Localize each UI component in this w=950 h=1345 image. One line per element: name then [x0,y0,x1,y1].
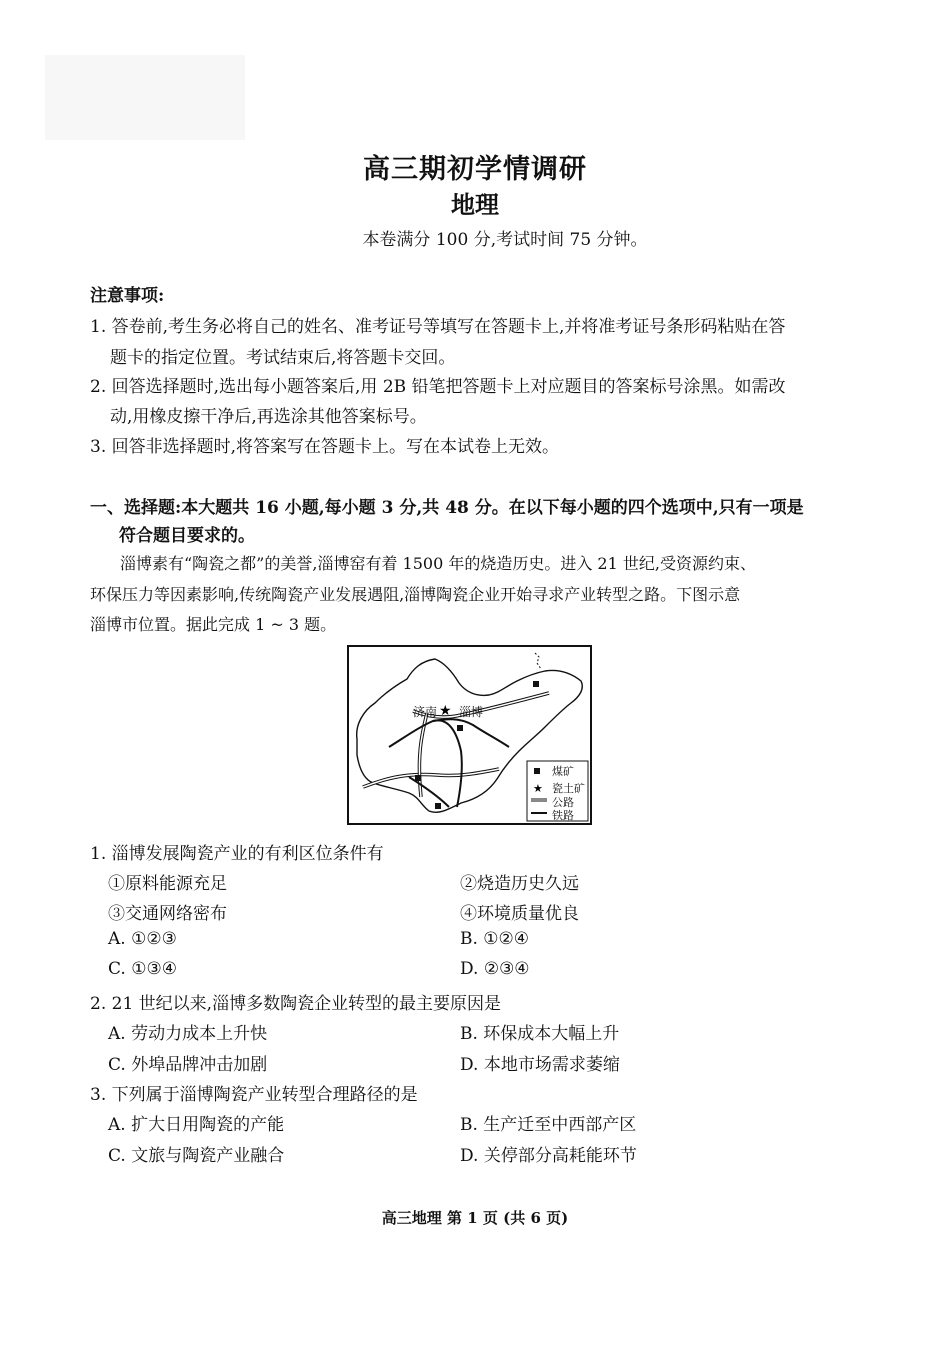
answer-option: D. 关停部分高耗能环节 [460,1146,637,1166]
coal-mine-marker [435,803,441,809]
clay-mine-marker: ★ [439,703,452,719]
exam-title: 高三期初学情调研 [363,154,587,185]
jinan-label: 济南 [413,705,438,719]
svg-text:★: ★ [533,782,543,795]
statement: ②烧造历史久远 [460,874,579,894]
zibo-label: 淄博 [459,705,484,719]
notice-item: 1. 答卷前,考生务必将自己的姓名、准考证号等填写在答题卡上,并将准考证号条形码粘贴在答 [90,317,786,337]
answer-option: C. 外埠品牌冲击加剧 [108,1055,268,1075]
notice-heading: 注意事项: [90,286,165,306]
notice-item: 3. 回答非选择题时,将答案写在答题卡上。写在本试卷上无效。 [90,437,560,457]
passage-line: 环保压力等因素影响,传统陶瓷产业发展遇阻,淄博陶瓷企业开始寻求产业转型之路。下图示意 [90,585,741,604]
notice-item: 2. 回答选择题时,选出每小题答案后,用 2B 铅笔把答题卡上对应题目的答案标号涂黑。如需改 [90,377,786,397]
question-stem: 3. 下列属于淄博陶瓷产业转型合理路径的是 [90,1085,418,1105]
question-stem: 2. 21 世纪以来,淄博多数陶瓷企业转型的最主要原因是 [90,994,502,1014]
answer-option: C. ①③④ [108,959,177,979]
zibo-location-map [347,645,592,825]
question-stem: 1. 淄博发展陶瓷产业的有利区位条件有 [90,844,384,864]
answer-option: D. 本地市场需求萎缩 [460,1055,620,1075]
answer-option: A. 扩大日用陶瓷的产能 [108,1115,285,1135]
exam-info: 本卷满分 100 分,考试时间 75 分钟。 [362,230,648,250]
answer-option: D. ②③④ [460,959,530,979]
answer-option: B. ①②④ [460,929,530,949]
notice-item: 动,用橡皮擦干净后,再选涂其他答案标号。 [110,407,427,427]
page-footer: 高三地理 第 1 页 (共 6 页) [381,1209,569,1227]
section-heading: 一、选择题:本大题共 16 小题,每小题 3 分,共 48 分。在以下每小题的四个选项中,只有一项是 [90,498,804,518]
statement: ④环境质量优良 [460,904,579,924]
answer-option: A. 劳动力成本上升快 [108,1024,268,1044]
legend-railway: 铁路 [552,809,574,822]
statement: ①原料能源充足 [108,874,227,894]
notice-item: 题卡的指定位置。考试结束后,将答题卡交回。 [110,348,456,368]
coal-mine-marker [533,681,539,687]
legend-coal: 煤矿 [552,765,574,778]
subject-title: 地理 [451,190,499,219]
highway [363,769,499,787]
passage-line: 淄博素有“陶瓷之都”的美誉,淄博窑有着 1500 年的烧造历史。进入 21 世纪,受资源约束、 [120,554,756,573]
legend-clay: 瓷土矿 [552,782,585,795]
railway [389,720,462,807]
answer-option: B. 生产迁至中西部产区 [460,1115,637,1135]
answer-option: A. ①②③ [108,929,177,949]
answer-option: B. 环保成本大幅上升 [460,1024,620,1044]
railway [433,719,509,747]
scan-smudge [45,55,245,140]
coal-mine-marker [457,725,463,731]
legend-highway: 公路 [552,796,574,809]
statement: ③交通网络密布 [108,904,227,924]
passage-line: 淄博市位置。据此完成 1 ~ 3 题。 [90,615,337,634]
section-heading-cont: 符合题目要求的。 [119,526,255,546]
coal-mine-marker [415,775,421,781]
answer-option: C. 文旅与陶瓷产业融合 [108,1146,285,1166]
railway [409,777,449,807]
